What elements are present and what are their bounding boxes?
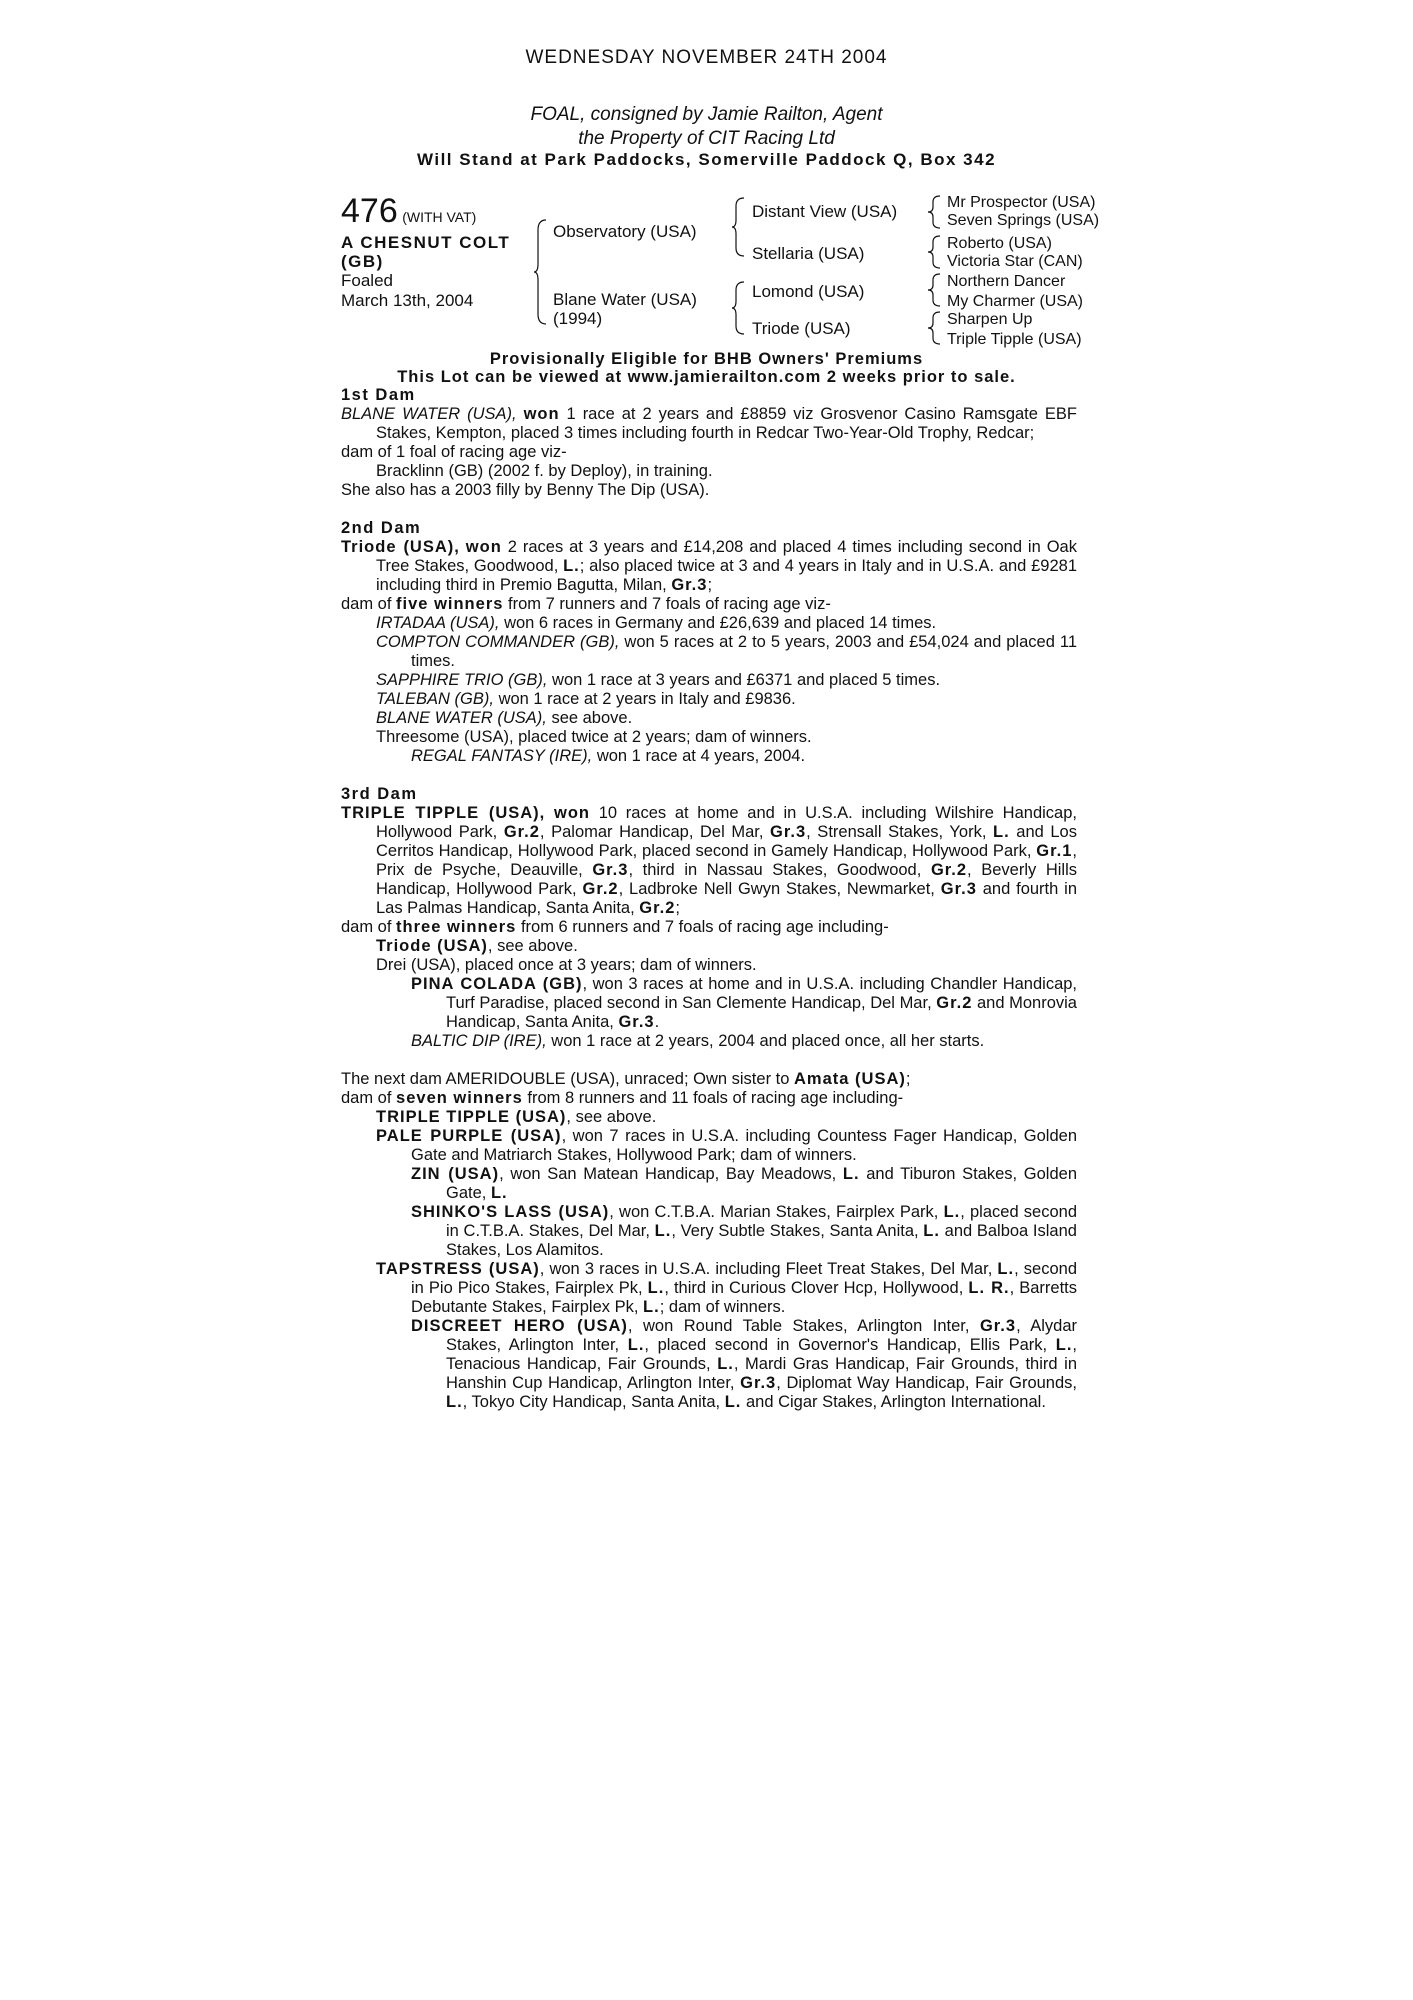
property-line: the Property of CIT Racing Ltd bbox=[578, 128, 835, 149]
first-dam-also: She also has a 2003 filly by Benny The Dip (USA). bbox=[341, 481, 710, 499]
grandsire-6: My Charmer (USA) bbox=[947, 293, 1084, 310]
pedigree-brace-2b bbox=[732, 280, 746, 336]
foaled-date: March 13th, 2004 bbox=[341, 291, 474, 310]
first-dam-record: BLANE WATER (USA), won 1 race at 2 years and £8859 viz Grosvenor Casino Ramsgate EBF Stakes, Kempton, placed 3 times including fourth in Redcar Two-Year-Old Trophy, Redcar; bbox=[341, 405, 1077, 442]
second-dam-record: Triode (USA), won 2 races at 3 years and £14,208 and placed 4 times including second in Oak Tree Stakes, Goodwood, L.; also placed twice at 3 and 4 years in Italy and in U.S.A. and £9281 including third in Premio Bagutta, Milan, Gr.3; bbox=[341, 538, 1078, 594]
vat-note: (WITH VAT) bbox=[402, 209, 477, 225]
next-dam-record: The next dam AMERIDOUBLE (USA), unraced; Own sister to Amata (USA); bbox=[341, 1070, 911, 1088]
first-dam-produce: dam of 1 foal of racing age viz- bbox=[341, 443, 567, 461]
sire-name: Observatory (USA) bbox=[553, 222, 697, 241]
produce-item: REGAL FANTASY (IRE), won 1 race at 4 years, 2004. bbox=[411, 747, 806, 765]
second-dam-header: 2nd Dam bbox=[341, 519, 422, 537]
pedigree-brace-3c bbox=[928, 272, 942, 308]
horse-name: Triode (USA), bbox=[341, 538, 460, 556]
horse-name: BLANE WATER (USA), bbox=[341, 405, 517, 423]
grandsire-2: Seven Springs (USA) bbox=[947, 212, 1100, 229]
consignor-line: FOAL, consigned by Jamie Railton, Agent bbox=[530, 104, 883, 125]
pedigree-brace-1 bbox=[534, 218, 548, 326]
produce-item: SHINKO'S LASS (USA), won C.T.B.A. Marian Stakes, Fairplex Park, L., placed second in C.T.B.A. Stakes, Del Mar, L., Very Subtle Stakes, Santa Anita, L. and Balboa Island Stakes, Los Alamitos. bbox=[411, 1203, 1077, 1259]
produce-item: PALE PURPLE (USA), won 7 races in U.S.A. including Countess Fager Handicap, Golden Gate and Matriarch Stakes, Hollywood Park; dam of winners. bbox=[376, 1127, 1078, 1164]
produce-item: Triode (USA), see above. bbox=[376, 937, 578, 955]
grandsire-8: Triple Tipple (USA) bbox=[947, 331, 1082, 348]
lot-number: 476 bbox=[341, 192, 398, 230]
third-dam-produce: dam of three winners from 6 runners and 7 foals of racing age including- bbox=[341, 918, 889, 936]
foaled-label: Foaled bbox=[341, 271, 393, 290]
produce-item: PINA COLADA (GB), won 3 races at home and in U.S.A. including Chandler Handicap, Turf Paradise, placed second in San Clemente Handicap, Del Mar, Gr.2 and Monrovia Handicap, Santa Anita, Gr.3. bbox=[411, 975, 1078, 1031]
produce-item: BLANE WATER (USA), see above. bbox=[376, 709, 633, 727]
produce-item: DISCREET HERO (USA), won Round Table Stakes, Arlington Inter, Gr.3, Alydar Stakes, Arlington Inter, L., placed second in Governor's Handicap, Ellis Park, L., Tenacious Handicap, Fair Grounds, L., Mardi Gras Handicap, Fair Grounds, third in Hanshin Cup Handicap, Arlington Inter, Gr.3, Diplomat Way Handicap, Fair Grounds, L., Tokyo City Handicap, Santa Anita, L. and Cigar Stakes, Arlington International. bbox=[411, 1317, 1078, 1411]
dam-year: (1994) bbox=[553, 309, 603, 328]
lot-origin: (GB) bbox=[341, 252, 384, 271]
produce-item: COMPTON COMMANDER (GB), won 5 races at 2 to 5 years, 2003 and £54,024 and placed 11 times. bbox=[376, 633, 1077, 670]
pedigree-brace-3b bbox=[928, 234, 942, 270]
dam-sire: Lomond (USA) bbox=[752, 282, 865, 301]
third-dam-record: TRIPLE TIPPLE (USA), won 10 races at home and in U.S.A. including Wilshire Handicap, Hollywood Park, Gr.2, Palomar Handicap, Del Mar, Gr.3, Strensall Stakes, York, L. and Los Cerritos Handicap, Hollywood Park, placed second in Gamely Handicap, Hollywood Park, Gr.1, Prix de Psyche, Deauville, Gr.3, third in Nassau Stakes, Goodwood, Gr.2, Beverly Hills Handicap, Hollywood Park, Gr.2, Ladbroke Nell Gwyn Stakes, Newmarket, Gr.3 and fourth in Las Palmas Handicap, Santa Anita, Gr.2; bbox=[341, 804, 1078, 917]
pedigree-brace-3a bbox=[928, 194, 942, 230]
grandsire-5: Northern Dancer bbox=[947, 273, 1066, 290]
eligibility-note: Provisionally Eligible for BHB Owners' Premiums bbox=[489, 350, 924, 368]
produce-item: TALEBAN (GB), won 1 race at 2 years in Italy and £9836. bbox=[376, 690, 796, 708]
produce-item: Drei (USA), placed once at 3 years; dam of winners. bbox=[376, 956, 757, 974]
produce-item: IRTADAA (USA), won 6 races in Germany and £26,639 and placed 14 times. bbox=[376, 614, 937, 632]
stand-location: Will Stand at Park Paddocks, Somerville Paddock Q, Box 342 bbox=[416, 150, 997, 169]
next-dam-produce: dam of seven winners from 8 runners and 11 foals of racing age including- bbox=[341, 1089, 904, 1107]
horse-name: TRIPLE TIPPLE (USA), bbox=[341, 804, 546, 822]
first-dam-header: 1st Dam bbox=[341, 386, 416, 404]
produce-item: TRIPLE TIPPLE (USA), see above. bbox=[376, 1108, 657, 1126]
dam-dam: Triode (USA) bbox=[752, 319, 851, 338]
grandsire-3: Roberto (USA) bbox=[947, 235, 1052, 252]
grandsire-1: Mr Prospector (USA) bbox=[947, 194, 1096, 211]
produce-item: TAPSTRESS (USA), won 3 races in U.S.A. including Fleet Treat Stakes, Del Mar, L., second in Pio Pico Stakes, Fairplex Pk, L., third in Curious Clover Hcp, Hollywood, L. R., Barretts Debutante Stakes, Fairplex Pk, L.; dam of winners. bbox=[376, 1260, 1078, 1316]
viewing-note: This Lot can be viewed at www.jamierailton.com 2 weeks prior to sale. bbox=[397, 368, 1016, 386]
pedigree-brace-2a bbox=[732, 196, 746, 258]
pedigree-brace-3d bbox=[928, 310, 942, 346]
third-dam-header: 3rd Dam bbox=[341, 785, 418, 803]
dam-details bbox=[341, 386, 1077, 1412]
consignor-block bbox=[0, 103, 1413, 151]
sale-date: WEDNESDAY NOVEMBER 24TH 2004 bbox=[525, 47, 888, 68]
produce-item: SAPPHIRE TRIO (GB), won 1 race at 3 years and £6371 and placed 5 times. bbox=[376, 671, 941, 689]
produce-item: Threesome (USA), placed twice at 2 years; dam of winners. bbox=[376, 728, 812, 746]
sire-dam: Stellaria (USA) bbox=[752, 244, 865, 263]
second-dam-produce: dam of five winners from 7 runners and 7 foals of racing age viz- bbox=[341, 595, 831, 613]
lot-description: A CHESNUT COLT bbox=[341, 233, 511, 252]
produce-item: BALTIC DIP (IRE), won 1 race at 2 years, 2004 and placed once, all her starts. bbox=[411, 1032, 985, 1050]
produce-item: ZIN (USA), won San Matean Handicap, Bay Meadows, L. and Tiburon Stakes, Golden Gate, L. bbox=[411, 1165, 1078, 1202]
first-dam-foal: Bracklinn (GB) (2002 f. by Deploy), in training. bbox=[376, 462, 713, 480]
sire-sire: Distant View (USA) bbox=[752, 202, 898, 221]
dam-name: Blane Water (USA) bbox=[553, 290, 697, 309]
lot-number-line bbox=[341, 192, 476, 231]
grandsire-4: Victoria Star (CAN) bbox=[947, 253, 1083, 270]
grandsire-7: Sharpen Up bbox=[947, 311, 1033, 328]
